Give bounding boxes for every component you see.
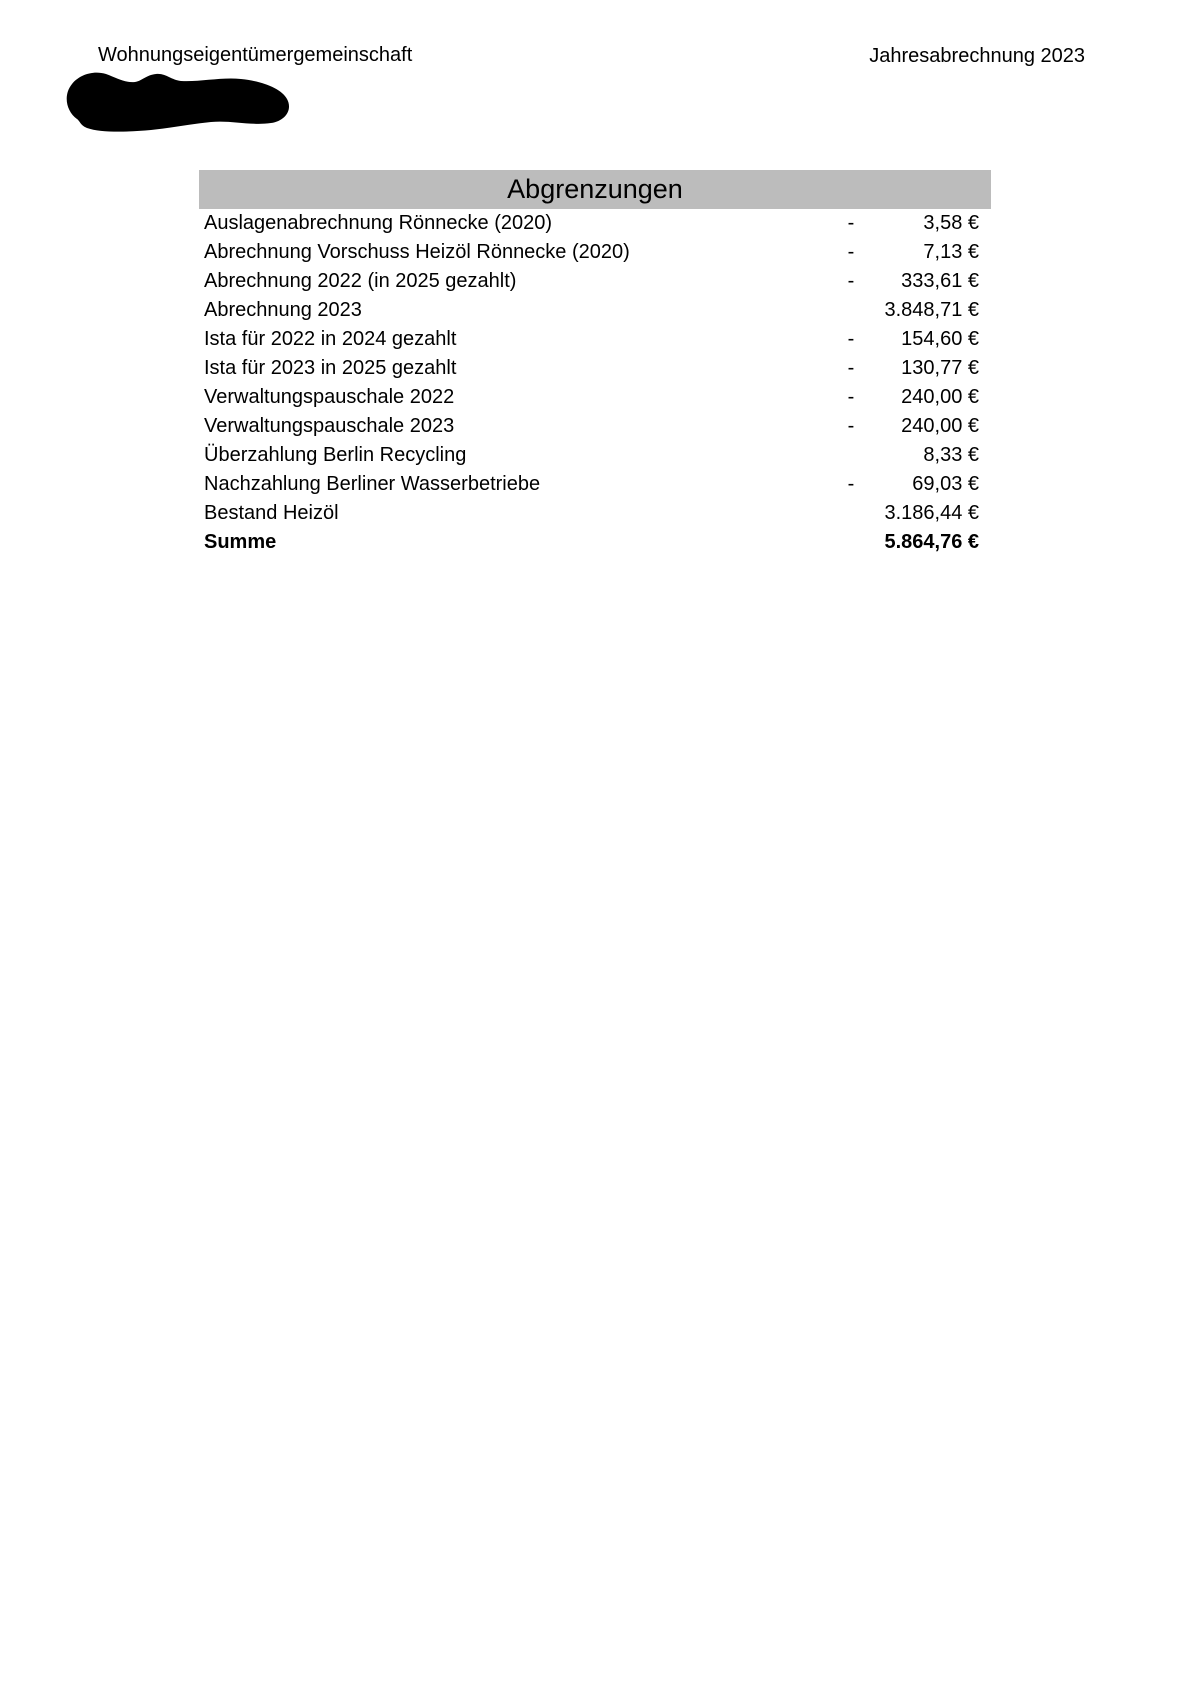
- row-amount: 8,33 €: [923, 444, 979, 466]
- table-row: [199, 238, 991, 267]
- row-amount: 240,00 €: [901, 386, 979, 408]
- table-row: [199, 383, 991, 412]
- row-label: Ista für 2023 in 2025 gezahlt: [204, 357, 457, 379]
- row-label: Abrechnung 2022 (in 2025 gezahlt): [204, 270, 517, 292]
- row-amount: 130,77 €: [901, 357, 979, 379]
- row-minus-sign: -: [847, 212, 855, 234]
- row-minus-sign: -: [847, 241, 855, 263]
- row-label: Verwaltungspauschale 2023: [204, 415, 455, 437]
- row-label: Nachzahlung Berliner Wasserbetriebe: [204, 473, 541, 495]
- table-row: [199, 499, 991, 528]
- abgrenzungen-table: [199, 209, 991, 557]
- table-row: [199, 209, 991, 238]
- row-minus-sign: -: [847, 357, 855, 379]
- row-label: Abrechnung 2023: [204, 299, 362, 321]
- table-row: [199, 296, 991, 325]
- table-title-bar: [199, 170, 991, 209]
- row-minus-sign: -: [847, 473, 855, 495]
- row-label: Abrechnung Vorschuss Heizöl Rönnecke (2020): [204, 241, 630, 263]
- row-minus-sign: -: [847, 328, 855, 350]
- table-row: [199, 441, 991, 470]
- row-amount: 333,61 €: [901, 270, 979, 292]
- row-amount: 7,13 €: [923, 241, 979, 263]
- row-minus-sign: -: [847, 386, 855, 408]
- table-row: [199, 528, 991, 557]
- row-label: Auslagenabrechnung Rönnecke (2020): [204, 212, 553, 234]
- table-row: [199, 325, 991, 354]
- row-label: Überzahlung Berlin Recycling: [204, 444, 467, 466]
- row-label: Ista für 2022 in 2024 gezahlt: [204, 328, 457, 350]
- table-row: [199, 354, 991, 383]
- row-label: Verwaltungspauschale 2022: [204, 386, 455, 408]
- redaction-scribble-icon: [63, 69, 297, 137]
- row-minus-sign: -: [847, 415, 855, 437]
- row-amount: 5.864,76 €: [884, 531, 979, 553]
- row-amount: 154,60 €: [901, 328, 979, 350]
- table-row: [199, 470, 991, 499]
- table-title: Abgrenzungen: [507, 174, 683, 204]
- row-amount: 240,00 €: [901, 415, 979, 437]
- row-amount: 3,58 €: [923, 212, 979, 234]
- row-label: Bestand Heizöl: [204, 502, 339, 524]
- row-amount: 3.848,71 €: [884, 299, 979, 321]
- row-label: Summe: [204, 531, 277, 553]
- row-minus-sign: -: [847, 270, 855, 292]
- table-row: [199, 267, 991, 296]
- report-title: Jahresabrechnung 2023: [869, 45, 1085, 67]
- table-row: [199, 412, 991, 441]
- row-amount: 69,03 €: [912, 473, 979, 495]
- association-heading: Wohnungseigentümergemeinschaft: [98, 44, 413, 66]
- row-amount: 3.186,44 €: [884, 502, 979, 524]
